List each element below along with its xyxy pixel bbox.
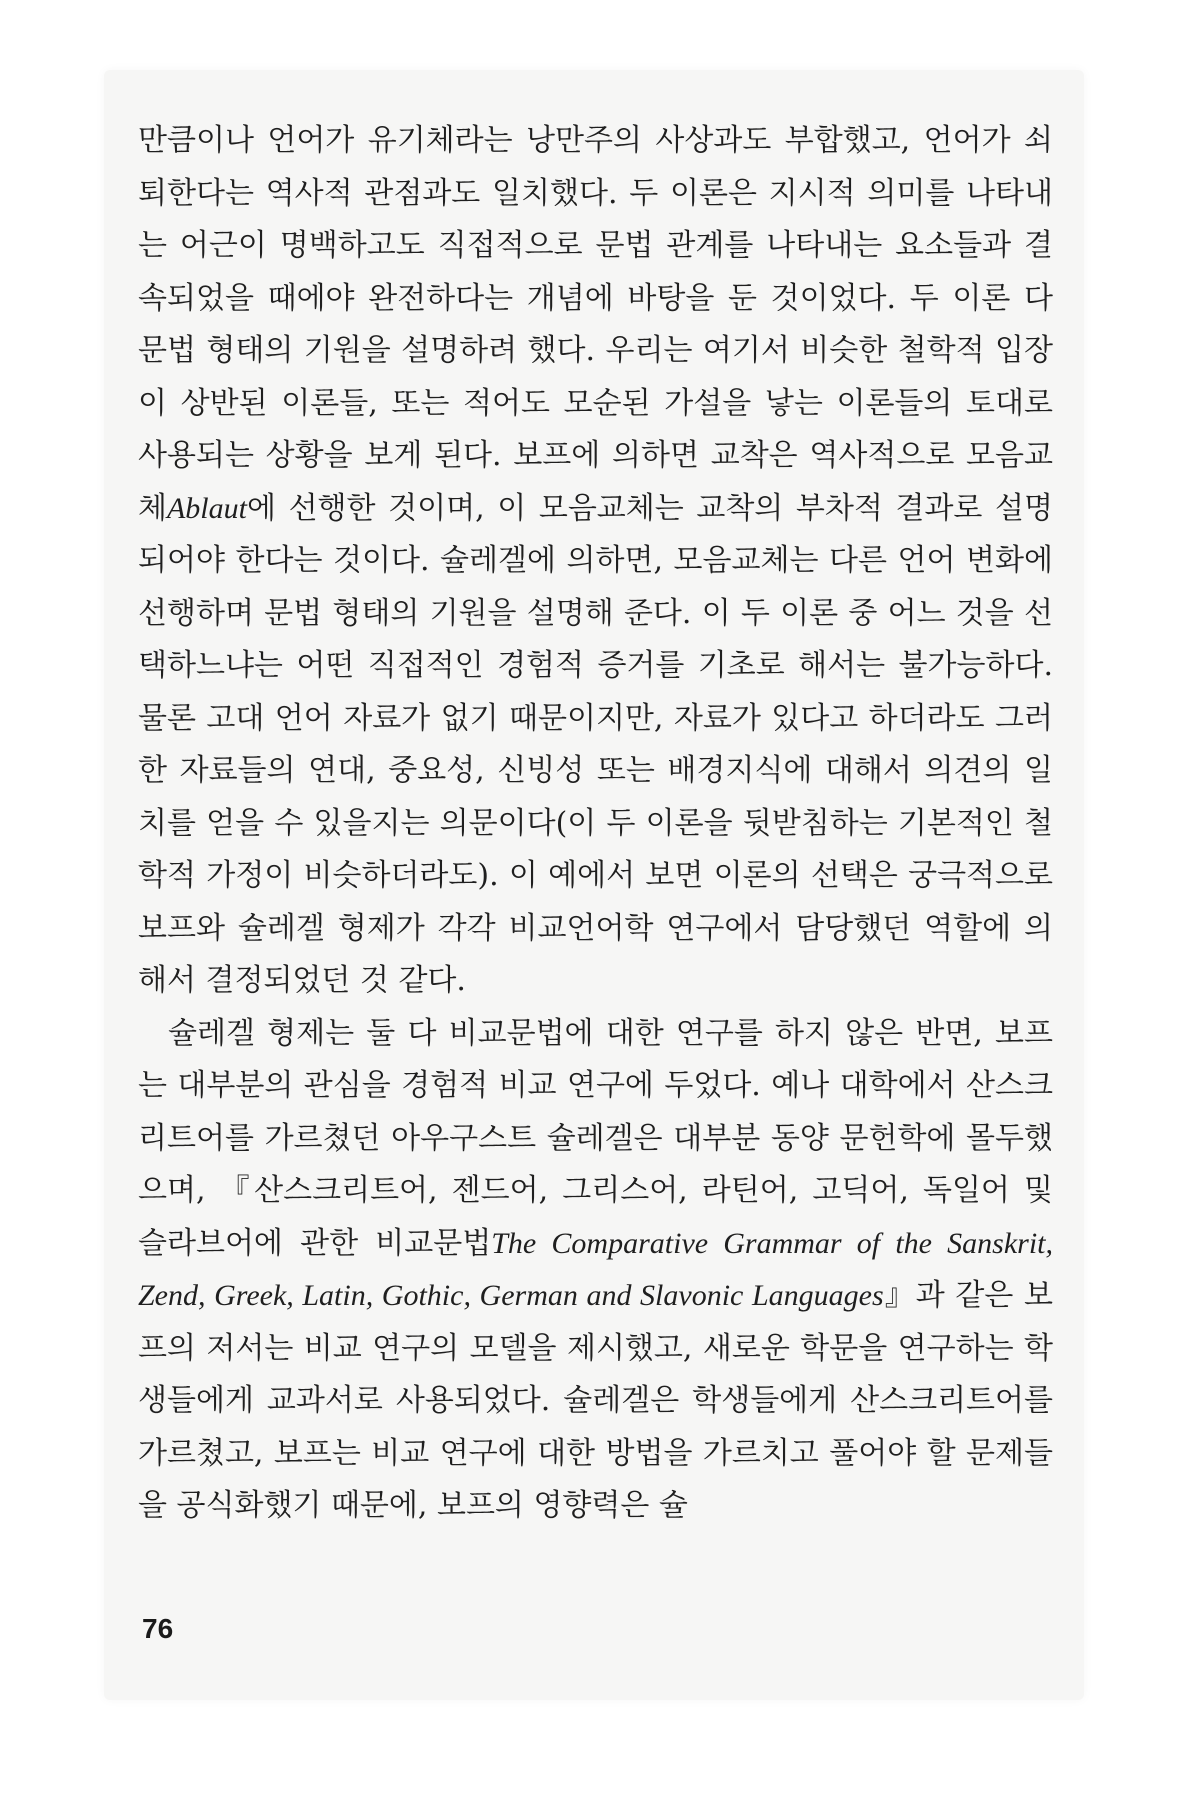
ablaut-term: Ablaut (166, 491, 247, 525)
paragraph-text: 에 선행한 것이며, 이 모음교체는 교착의 부차적 결과로 설명되어야 한다는 것이다. 슐레겔에 의하면, 모음교체는 다른 언어 변화에 선행하며 문법 형태의 기원을 설명해 준다. 이 두 이론 중 어느 것을 선택하느냐는 어떤 직접적인 경험적 증거를 기초로 해서는 불가능하다. 물론 고대 언어 자료가 없기 때문이지만, 자료가 있다고 하더라도 그러한 자료들의 연대, 중요성, 신빙성 또는 배경지식에 대해서 의견의 일치를 얻을 수 있을지는 의문이다(이 두 이론을 뒷받침하는 기본적인 철학적 가정이 비슷하더라도). 이 예에서 보면 이론의 선택은 궁극적으로 보프와 슐레겔 형제가 각각 비교언어학 연구에서 담당했던 역할에 의해서 결정되었던 것 같다. (138, 490, 1053, 998)
paragraph (138, 115, 1053, 1008)
paragraph-text: 슐레겔 형제는 둘 다 비교문법에 대한 연구를 하지 않은 반면, 보프는 대부분의 관심을 경험적 비교 연구에 두었다. 예나 대학에서 산스크리트어를 가르쳤던 아우구스트 슐레겔은 대부분 동양 문헌학에 몰두했으며, 『산스크리트어, 젠드어, 그리스어, 라틴어, 고딕어, 독일어 및 슬라브어에 관한 비교문법 (138, 1015, 1053, 1261)
page-number: 76 (142, 1613, 174, 1644)
page-body (138, 115, 1053, 1533)
paragraph (138, 1008, 1053, 1533)
book-title: The Comparative Grammar of the Sanskrit, Zend, Greek, Latin, Gothic, German and Slavonic Languages (138, 1226, 1053, 1312)
paragraph-text: 만큼이나 언어가 유기체라는 낭만주의 사상과도 부합했고, 언어가 쇠퇴한다는 역사적 관점과도 일치했다. 두 이론은 지시적 의미를 나타내는 어근이 명백하고도 직접적으로 문법 관계를 나타내는 요소들과 결속되었을 때에야 완전하다는 개념에 바탕을 둔 것이었다. 두 이론 다 문법 형태의 기원을 설명하려 했다. 우리는 여기서 비슷한 철학적 입장이 상반된 이론들, 또는 적어도 모순된 가설을 낳는 이론들의 토대로 사용되는 상황을 보게 된다. 보프에 의하면 교착은 역사적으로 모음교체 (138, 123, 1053, 526)
paragraph-text: 』과 같은 보프의 저서는 비교 연구의 모델을 제시했고, 새로운 학문을 연구하는 학생들에게 교과서로 사용되었다. 슐레겔은 학생들에게 산스크리트어를 가르쳤고, 보프는 비교 연구에 대한 방법을 가르치고 풀어야 할 문제들을 공식화했기 때문에, 보프의 영향력은 슐 (138, 1278, 1053, 1523)
